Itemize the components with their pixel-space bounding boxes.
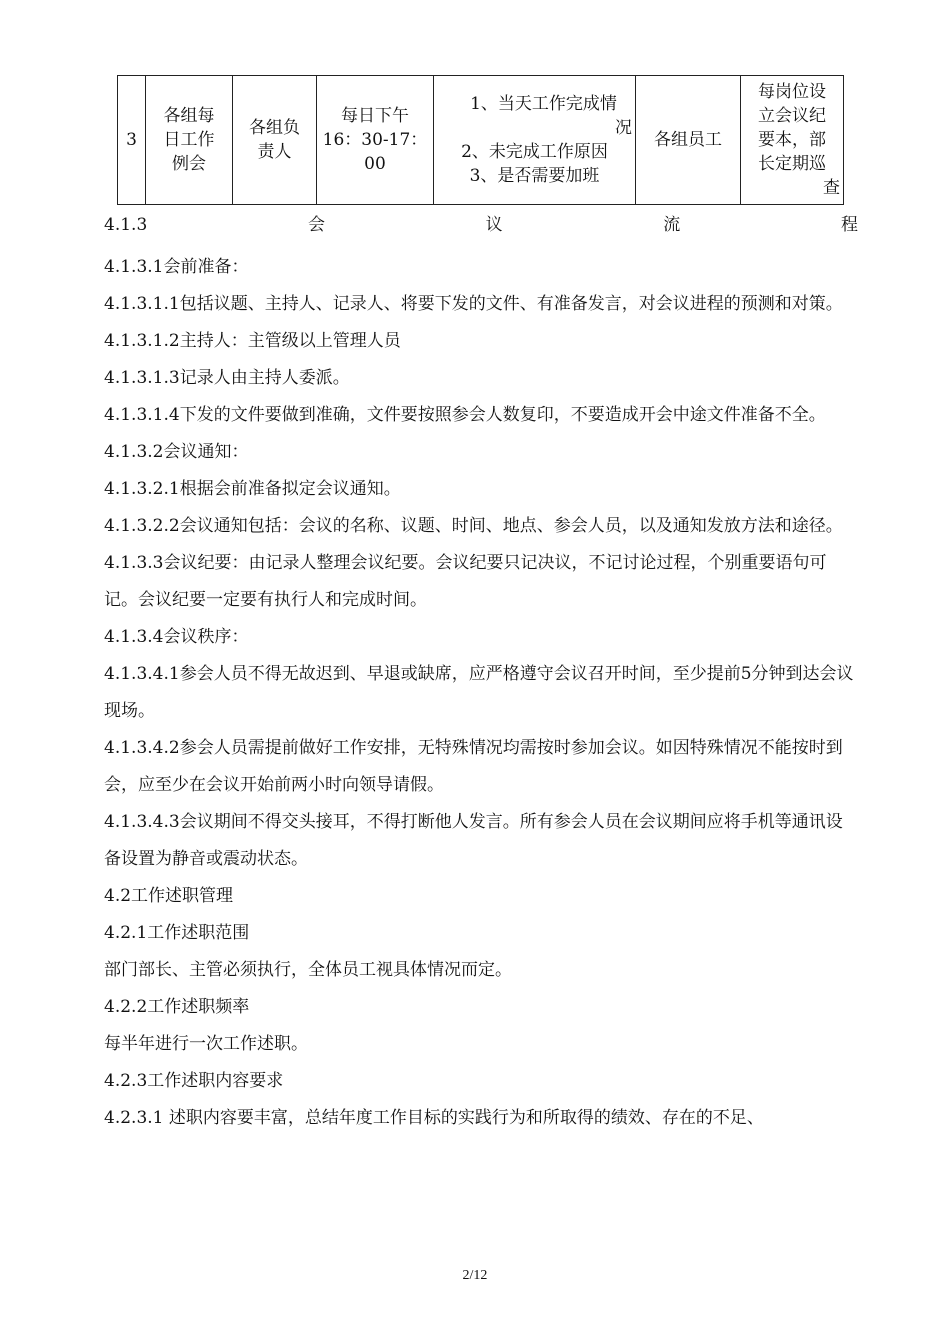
- paragraph: 4.1.3.1.2主持人：主管级以上管理人员: [104, 331, 401, 351]
- heading-part: 会: [307, 215, 325, 235]
- note-line: 要本，部: [758, 130, 826, 150]
- paragraph: 4.1.3.2.1根据会前准备拟定会议通知。: [104, 479, 401, 499]
- host-cell: [233, 76, 317, 205]
- note-line: 立会议纪: [758, 106, 826, 126]
- time-line: 00: [364, 154, 386, 174]
- paragraph: 部门部长、主管必须执行，全体员工视具体情况而定。: [104, 960, 512, 980]
- note-cell: [741, 76, 844, 205]
- paragraph: 4.1.3.1.1包括议题、主持人、记录人、将要下发的文件、有准备发言，对会议进程的预测和对策。: [104, 294, 843, 314]
- paragraph: 4.1.3.1.3记录人由主持人委派。: [104, 368, 350, 388]
- paragraph: 4.2.3.1 述职内容要丰富，总结年度工作目标的实践行为和所取得的绩效、存在的不足、: [104, 1108, 764, 1128]
- meeting-name-line: 各组每: [163, 106, 215, 126]
- note-line: 查: [823, 178, 840, 198]
- paragraph: 4.1.3.2会议通知：: [104, 442, 249, 462]
- meeting-table: [117, 75, 844, 205]
- host-line: 各组负: [249, 118, 300, 138]
- row-number-cell: [118, 76, 146, 205]
- time-cell: [317, 76, 434, 205]
- table-row: [118, 76, 844, 205]
- paragraph: 4.1.3.1会前准备：: [104, 257, 249, 277]
- meeting-name-cell: [146, 76, 233, 205]
- paragraph: 4.1.3.1.4下发的文件要做到准确，文件要按照参会人数复印，不要造成开会中途文件准备不全。: [104, 405, 826, 425]
- paragraph: 4.2.3工作述职内容要求: [104, 1071, 284, 1091]
- content-cell: [434, 76, 636, 205]
- section-heading-meeting-flow: [104, 212, 858, 238]
- attendees-text: 各组员工: [654, 130, 722, 150]
- paragraph: 4.1.3.4.3会议期间不得交头接耳，不得打断他人发言。所有参会人员在会议期间应将手机等通讯设备设置为静音或震动状态。: [104, 812, 843, 869]
- content-line: 况: [615, 118, 632, 138]
- paragraph: 4.2工作述职管理: [104, 886, 234, 906]
- heading-part: 流: [663, 215, 681, 235]
- paragraph: 4.1.3.4.2参会人员需提前做好工作安排，无特殊情况均需按时参加会议。如因特殊情况不能按时到会，应至少在会议开始前两小时向领导请假。: [104, 738, 843, 795]
- meeting-name-line: 日工作: [163, 130, 215, 150]
- content-line: 2、未完成工作原因: [461, 142, 608, 162]
- paragraph: 4.1.3.4会议秩序：: [104, 627, 249, 647]
- paragraph: 4.1.3.4.1参会人员不得无故迟到、早退或缺席，应严格遵守会议召开时间，至少提前5分钟到达会议现场。: [104, 664, 854, 721]
- attendees-cell: [636, 76, 741, 205]
- host-line: 责人: [257, 142, 292, 162]
- time-line: 每日下午: [341, 106, 409, 126]
- paragraph: 4.2.1工作述职范围: [104, 923, 250, 943]
- paragraph: 4.1.3.2.2会议通知包括：会议的名称、议题、时间、地点、参会人员，以及通知发放方法和途径。: [104, 516, 843, 536]
- paragraph: 每半年进行一次工作述职。: [104, 1034, 308, 1054]
- paragraph: 4.2.2工作述职频率: [104, 997, 250, 1017]
- heading-part: 议: [485, 215, 503, 235]
- time-line: 16：30-17：: [322, 130, 428, 150]
- page-number: 2/12: [462, 1268, 488, 1283]
- meeting-name-line: 例会: [172, 154, 206, 174]
- content-line: 1、当天工作完成情: [470, 94, 617, 114]
- row-number: 3: [126, 130, 137, 150]
- note-line: 每岗位设: [758, 82, 826, 102]
- heading-part: 4.1.3: [104, 215, 148, 235]
- content-line: 3、是否需要加班: [469, 166, 600, 186]
- heading-part: 程: [840, 215, 858, 235]
- note-line: 长定期巡: [758, 154, 826, 174]
- paragraph: 4.1.3.3会议纪要：由记录人整理会议纪要。会议纪要只记决议，不记讨论过程，个别重要语句可记。会议纪要一定要有执行人和完成时间。: [104, 553, 827, 610]
- body-text: [104, 212, 858, 1137]
